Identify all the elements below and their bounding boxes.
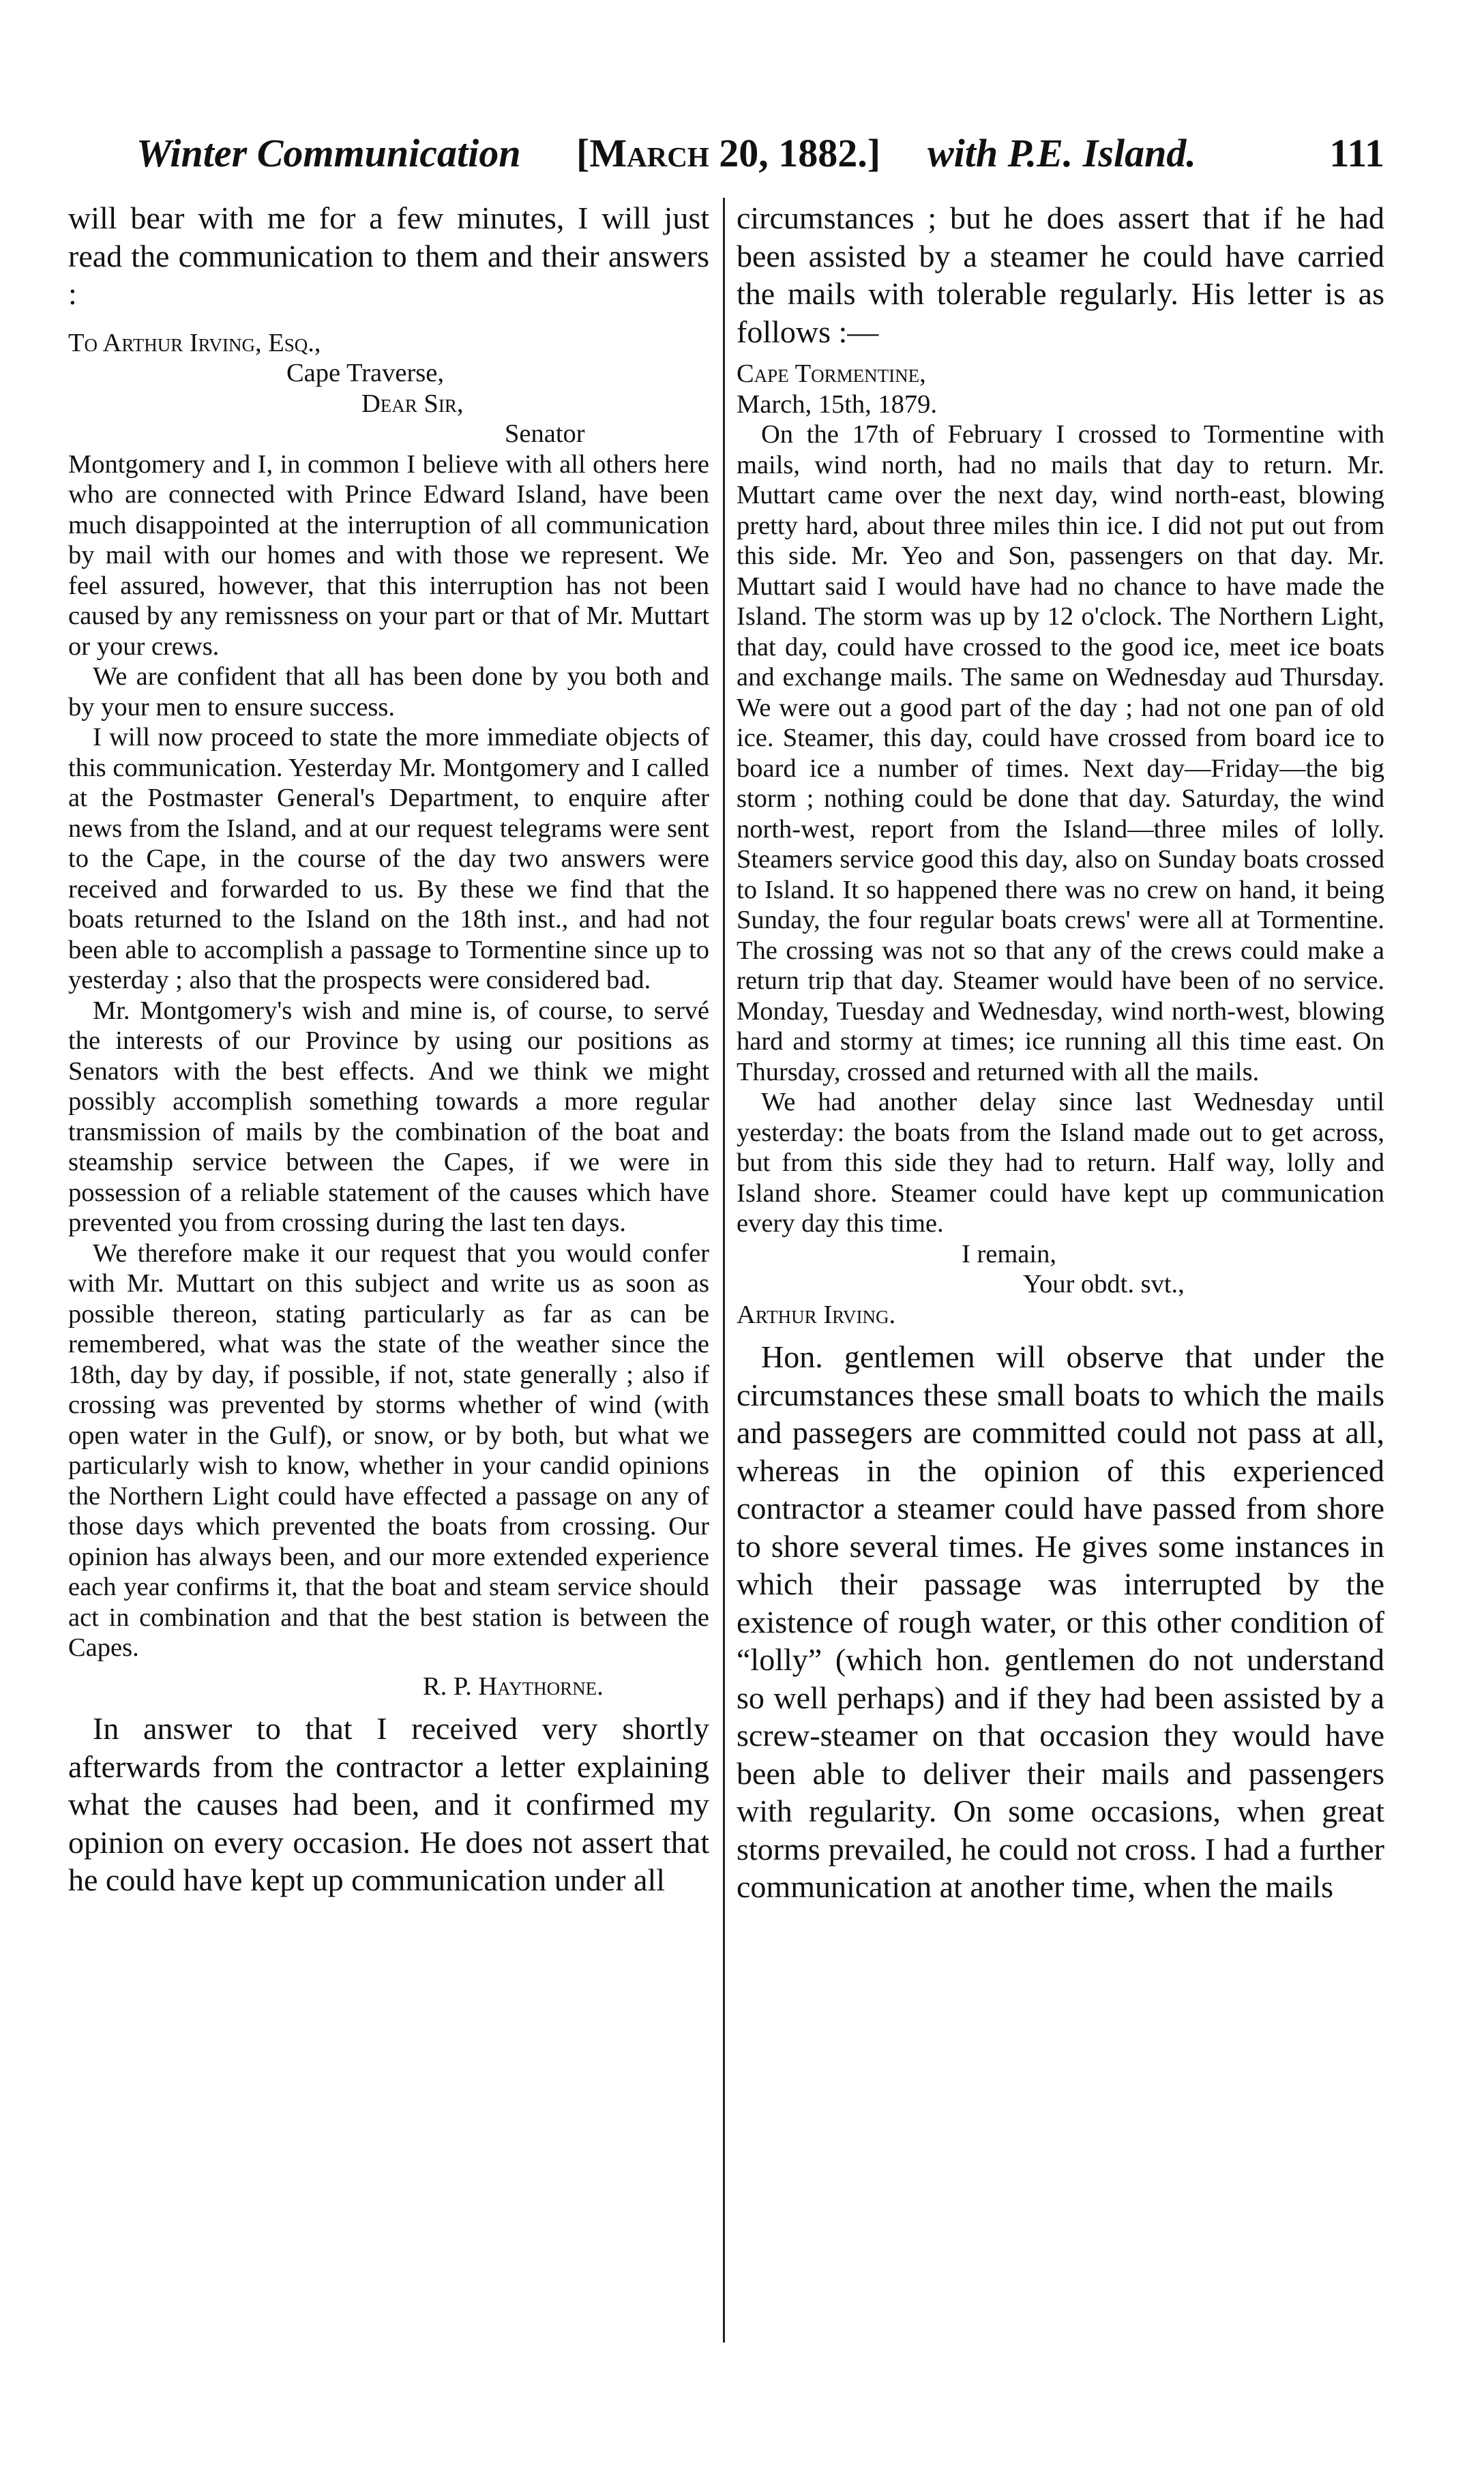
left-closing: In answer to that I received very shortly afterwards from the contractor a letter explaining what the causes had been, and it confirmed my opinion on every occasion. He does not assert that he could have kept up communication under all xyxy=(68,1711,709,1897)
header-left-title: Winter Communication xyxy=(136,131,521,175)
letter-paragraph: Mr. Montgomery's wish and mine is, of course, to servé the interests of our Province by using our positions as Senators with the best effects. And we think we might possibly accomplish something towards a more regular transmission of mails by the combination of the boat and steamship service between the Capes, if we were in possession of a reliable statement of the causes which have prevented you from crossing during the last ten days. xyxy=(68,996,709,1237)
letter-paragraph: We are confident that all has been done by you both and by your men to ensure success. xyxy=(68,662,709,722)
left-column xyxy=(68,199,709,1899)
letter-date: March, 15th, 1879. xyxy=(737,389,938,419)
closing-servant: Your obdt. svt., xyxy=(1023,1270,1185,1298)
page-number: 111 xyxy=(1329,131,1384,175)
page-header xyxy=(136,123,1384,184)
letter-paragraph: We had another delay since last Wednesday until yesterday: the boats from the Island made out to get across, but from this side they had to return. Half way, lolly and Island shore. Steamer could have kept up communication every day this time. xyxy=(737,1088,1384,1238)
left-intro: will bear with me for a few minutes, I will just read the communication to them and their answers : xyxy=(68,200,709,311)
right-commentary: Hon. gentlemen will observe that under the circumstances these small boats to which the mails and passegers are committed could not pass at all, whereas in the opinion of this experienced contractor a steamer could have passed from shore to shore several times. He gives some instances in which their passage was interrupted by the existence of rough water, or this other condition of “lolly” (which hon. gentlemen do not understand so well perhaps) and if they had been assisted by a screw-steamer on that occasion they would have been able to deliver their mails and passengers with regularity. On some occasions, when great storms prevailed, he could not cross. I had a further communication at another time, when the mails xyxy=(737,1339,1384,1904)
letter-paragraph: On the 17th of February I crossed to Tormentine with mails, wind north, had no mails that day to return. Mr. Muttart came over the next day, wind north-east, blowing pretty hard, about three miles thin ice. I did not put out from this side. Mr. Yeo and Son, passengers on that day. Mr. Muttart said I would have had no chance to have made the Island. The storm was up by 12 o'clock. The Northern Light, that day, could have crossed to the good ice, meet ice boats and exchange mails. The same on Wednesday aud Thursday. We were out a good part of the day ; had not one pan of old ice. Steamer, this day, could have crossed from board ice to board ice a number of times. Next day—Friday—the big storm ; nothing could be done that day. Saturday, the wind north-west, report from the Island—three miles of lolly. Steamers service good this day, also on Sunday boats crossed to Island. It so happened there was no crew on hand, it being Sunday, the four regular boats crews' were all at Tormentine. The crossing was not so that any of the crews could make a return trip that day. Steamer would have been of no service. Monday, Tuesday and Wednesday, wind north-west, blowing hard and stormy at times; ice running all this time east. On Thursday, crossed and returned with all the mails. xyxy=(737,420,1384,1086)
header-date: [March 20, 1882.] xyxy=(576,131,881,175)
header-right-title: with P.E. Island. xyxy=(928,131,1196,175)
letter-paragraph: I will now proceed to state the more immediate objects of this communication. Yesterday Mr. Montgomery and I called at the Postmaster General's Department, to enquire after news from the Island, and at our request telegrams were sent to the Cape, in the course of the day two answers were received and forwarded to us. By these we find that the boats returned to the Island on the 18th inst., and had not been able to accomplish a passage to Tormentine since up to yesterday ; also that the prospects were considered bad. xyxy=(68,723,709,994)
right-intro: circumstances ; but he does assert that if he had been assisted by a steamer he could have carried the mails with tolerable regularly. His letter is as follows :— xyxy=(737,200,1384,349)
letter-paragraph: Senator Montgomery and I, in common I believe with all others here who are connected with Prince Edward Island, have been much disappointed at the interruption of all communication by mail with our homes and with those we represent. We feel assured, however, that this interruption has not been caused by any remissness on your part or that of Mr. Muttart or your crews. xyxy=(68,419,709,661)
letter-place-heading: Cape Tormentine, xyxy=(737,359,926,388)
closing-signature: Arthur Irving. xyxy=(737,1300,896,1329)
letter-paragraph: We therefore make it our request that you would confer with Mr. Muttart on this subject and write us as soon as possible thereon, stating particularly as far as can be remembered, what was the state of the weather since the 18th, day by day, if possible, if not, state generally ; also if crossing was prevented by storms whether of wind (with open water in the Gulf), or snow, or by both, but what we particularly wish to know, whether in your candid opinions the Northern Light could have effected a passage on any of those days which prevented the boats from crossing. Our opinion has always been, and our more extended experience each year confirms it, that the boat and steam service should act in combination and that the best station is between the Capes. xyxy=(68,1238,709,1662)
letter-place: Cape Traverse, xyxy=(286,359,444,387)
letter-salutation: Dear Sir, xyxy=(361,389,464,418)
letter-recipient: To Arthur Irving, Esq., xyxy=(68,328,321,357)
right-column xyxy=(737,199,1384,1906)
closing-remain: I remain, xyxy=(962,1239,1056,1268)
column-divider xyxy=(723,198,725,2343)
letter-signature: R. P. Haythorne. xyxy=(423,1672,604,1701)
